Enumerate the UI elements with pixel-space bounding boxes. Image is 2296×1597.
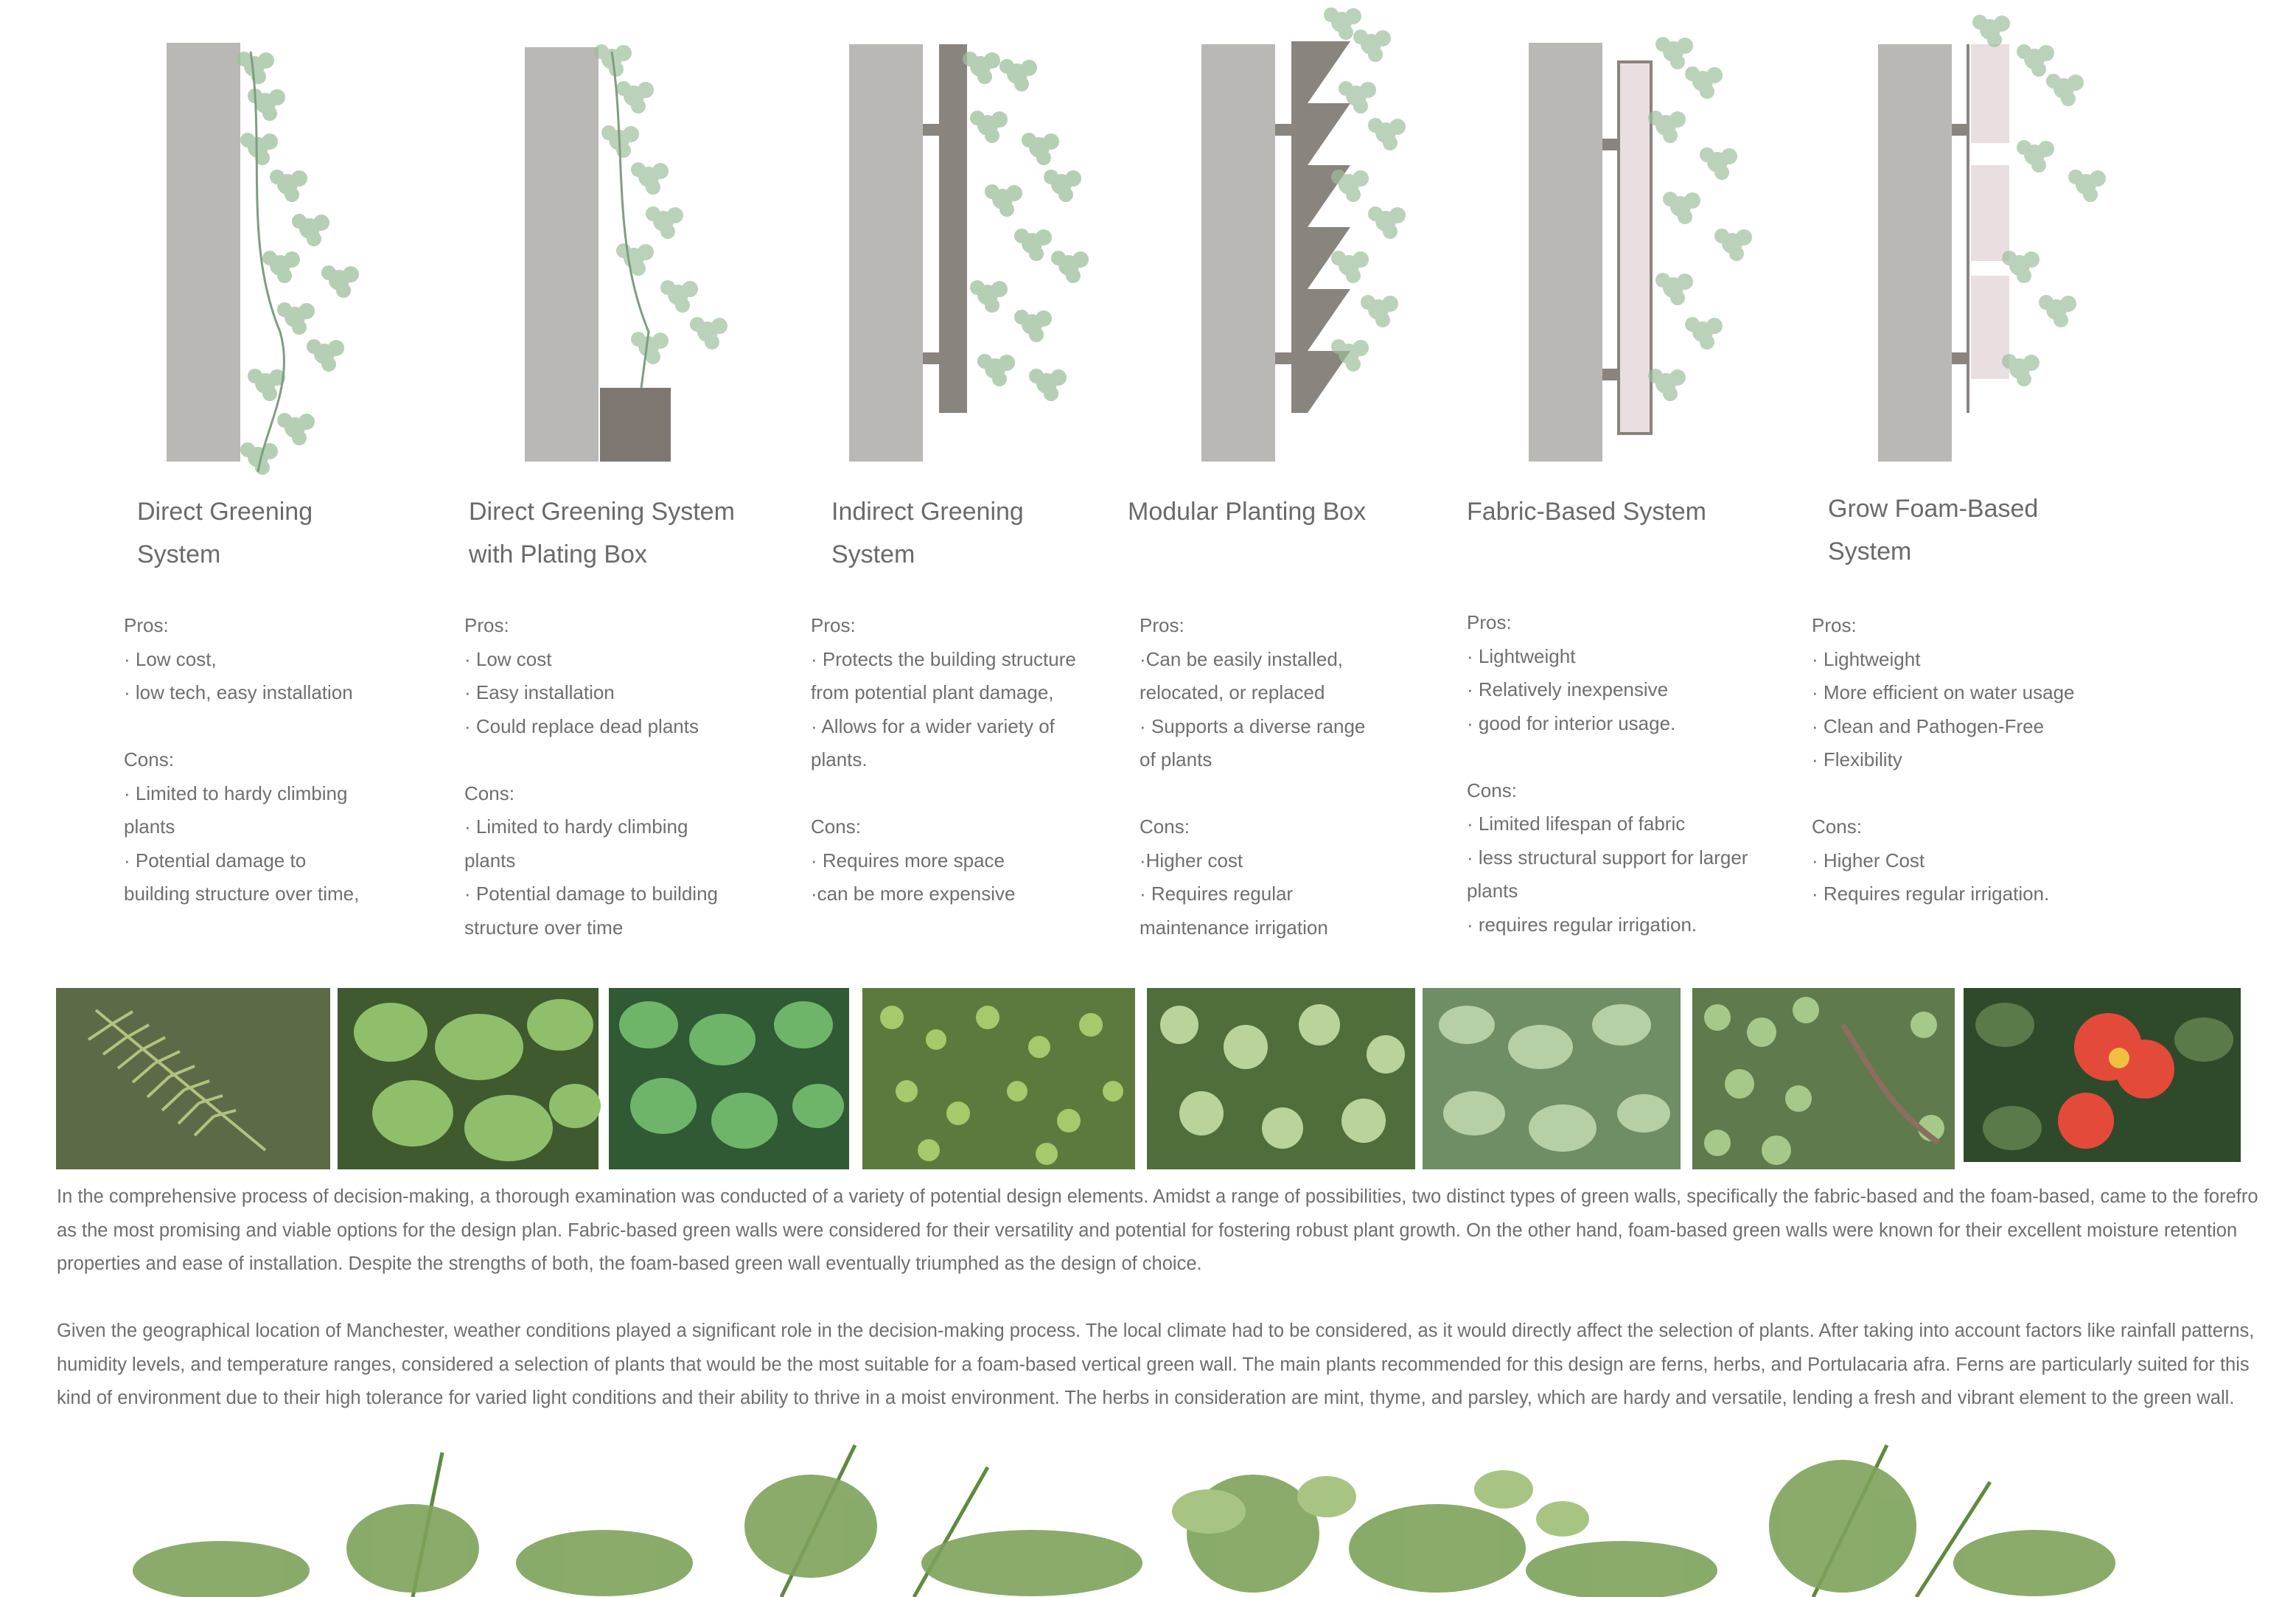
pro-item: · Could replace dead plants [464, 714, 699, 737]
system-title: Indirect Greening System [831, 498, 1024, 568]
pro-item: relocated, or replaced [1140, 681, 1325, 703]
system-title: Fabric-Based System [1467, 498, 1706, 526]
direct-greening-box-diagram [525, 44, 727, 462]
bottom-foliage [0, 1438, 2296, 1597]
system-title: Modular Planting Box [1128, 498, 1367, 526]
grow-foam-based-diagram [1878, 15, 2106, 462]
con-item: · Requires regular [1140, 883, 1294, 905]
pro-item: · Protects the building structure [811, 647, 1076, 670]
pros-cons-list [464, 609, 718, 944]
con-item: · Potential damage to building [464, 883, 719, 905]
pro-item: ·Can be easily installed, [1140, 647, 1344, 670]
paragraph-plant-selection: Given the geographical location of Manchester, weather conditions played a significant role in the decision-making process. The local climate had to be considered, as it would directly affect the selection of plants. After taking into account factors like rainfall patterns, humidity levels, and temperature ranges, considered a selection of plants that would be the most suitable for a foam-based vertical green wall. The main plants recommended for this design are ferns, herbs, and Portulacaria afra. Ferns are particularly suited for this kind of environment due to their high tolerance for varied light conditions and their ability to thrive in a moist environment. The herbs in consideration are mint, thyme, and parsley, which are hardy and versatile, lending a fresh and vibrant element to the green wall. [57, 1321, 2255, 1408]
system-title: Grow Foam-Based System [1828, 495, 2039, 566]
mint-photo [609, 988, 849, 1169]
portulacaria-photo [1692, 988, 1955, 1169]
pro-item: · good for interior usage. [1467, 711, 1676, 734]
pro-item: · Low cost [464, 647, 552, 670]
paragraph-decision: In the comprehensive process of decision-making, a thorough examination was conducted of a variety of potential design elements. Amidst a range of possibilities, two distinct types of green walls, specifically the fabric-based and the foam-based, came to the forefro as the most promising and viable options for the design plan. Fabric-based green walls were considered for their versatility and potential for fostering robust plant growth. On the other hand, foam-based green walls were known for their excellent moisture retention properties and ease of installation. Despite the strengths of both, the foam-based green wall eventually triumphed as the design of choice. [57, 1186, 2258, 1274]
pro-item: · Supports a diverse range [1140, 714, 1366, 737]
pro-item: · More efficient on water usage [1812, 681, 2075, 703]
modular-planting-box-diagram [1201, 7, 1406, 462]
con-item: plants [1467, 880, 1518, 902]
pros-label: Pros: [1140, 614, 1184, 636]
con-item: maintenance irrigation [1140, 916, 1328, 939]
succulent-photo [1423, 988, 1681, 1169]
pro-item: · Low cost, [124, 647, 217, 670]
cons-label: Cons: [1812, 815, 1862, 838]
thyme-photo [862, 988, 1135, 1169]
con-item: · Higher Cost [1812, 849, 1925, 871]
con-item: · Limited to hardy climbing [464, 815, 688, 838]
cons-label: Cons: [1140, 815, 1190, 838]
con-item: · Potential damage to [124, 849, 307, 871]
pros-label: Pros: [1467, 611, 1512, 633]
con-item: · requires regular irrigation. [1467, 913, 1697, 936]
pros-cons-list [124, 609, 359, 911]
begonia-photo [1964, 988, 2241, 1162]
system-title: Direct Greening System with Plating Box [469, 498, 735, 568]
indirect-greening-diagram [849, 44, 1089, 462]
pro-item: · Allows for a wider variety of [811, 714, 1055, 737]
pro-item: · Relatively inexpensive [1467, 678, 1669, 700]
pros-label: Pros: [1812, 614, 1857, 636]
fabric-based-diagram [1529, 37, 1752, 462]
con-item: structure over time [464, 916, 624, 939]
pros-label: Pros: [464, 614, 509, 636]
fern-photo [56, 988, 330, 1169]
pro-item: · low tech, easy installation [124, 681, 353, 703]
philodendron-photo [338, 988, 601, 1169]
pro-item: · Lightweight [1812, 647, 1921, 670]
pro-item: · Lightweight [1467, 644, 1576, 667]
pros-cons-list [1140, 609, 1365, 944]
con-item: building structure over time, [124, 883, 360, 905]
con-item: ·can be more expensive [811, 883, 1016, 905]
con-item: plants [124, 815, 175, 838]
pros-cons-list [811, 609, 1076, 911]
cons-label: Cons: [464, 782, 514, 804]
con-item: · Limited lifespan of fabric [1467, 813, 1686, 835]
system-title: Direct Greening System [137, 498, 313, 568]
con-item: ·Higher cost [1140, 849, 1243, 871]
plant-photo-strip [0, 981, 2296, 1180]
parsley-photo [1147, 988, 1415, 1169]
pros-label: Pros: [811, 614, 856, 636]
cons-label: Cons: [1467, 779, 1517, 801]
cons-label: Cons: [124, 748, 174, 770]
pros-cons-list [1812, 609, 2074, 911]
con-item: · Requires more space [811, 849, 1005, 871]
pro-item: from potential plant damage, [811, 681, 1054, 703]
pro-item: of plants [1140, 748, 1212, 770]
con-item: · less structural support for larger [1467, 846, 1748, 869]
direct-greening-diagram [167, 43, 359, 475]
pro-item: · Clean and Pathogen-Free [1812, 714, 2045, 737]
con-item: · Requires regular irrigation. [1812, 883, 2050, 905]
pros-cons-list [1467, 606, 1748, 942]
cons-label: Cons: [811, 815, 861, 838]
pro-item: · Easy installation [464, 681, 615, 703]
pro-item: · Flexibility [1812, 748, 1902, 770]
pros-label: Pros: [124, 614, 169, 636]
con-item: plants [464, 849, 516, 871]
green-wall-diagrams [0, 0, 2296, 487]
con-item: · Limited to hardy climbing [124, 782, 348, 804]
pro-item: plants. [811, 748, 868, 770]
